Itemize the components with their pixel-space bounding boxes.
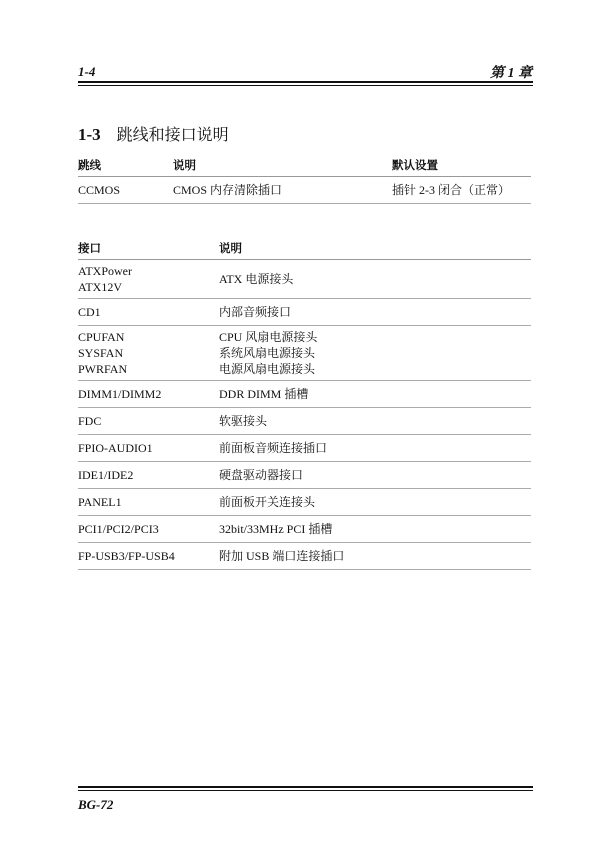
connector-name-cell — [78, 516, 219, 543]
connector-desc-cell — [219, 408, 531, 435]
connector-name: CD1 — [78, 305, 101, 319]
jumper-header-desc: 说明 — [173, 154, 392, 177]
section-title-text: 跳线和接口说明 — [116, 125, 229, 144]
connector-desc-cell — [219, 516, 531, 543]
connector-name-cell — [78, 489, 219, 516]
connector-name: SYSFAN — [78, 346, 124, 360]
connector-name: CPUFAN — [78, 330, 125, 344]
table-row — [78, 260, 531, 299]
table-row — [78, 489, 531, 516]
footer-rule-thin — [78, 790, 533, 791]
table-row — [78, 516, 531, 543]
page-header — [78, 62, 532, 80]
connector-desc: 附加 USB 端口连接插口 — [219, 549, 345, 563]
connector-desc: 系统风扇电源接头 — [219, 346, 316, 360]
connector-desc: 32bit/33MHz PCI 插槽 — [219, 522, 333, 536]
connector-name: PANEL1 — [78, 495, 122, 509]
connector-name: FP-USB3/FP-USB4 — [78, 549, 175, 563]
connector-desc-cell — [219, 435, 531, 462]
table-row — [78, 462, 531, 489]
header-rule — [78, 81, 533, 83]
connector-name-cell — [78, 299, 219, 326]
connector-desc: 前面板开关连接头 — [219, 495, 316, 509]
jumper-header-default: 默认设置 — [392, 154, 531, 177]
connector-name: PWRFAN — [78, 362, 128, 376]
connector-desc: CPU 风扇电源接头 — [219, 330, 318, 344]
header-page-ref: 1-4 — [78, 64, 96, 79]
connector-header-name: 接口 — [78, 237, 219, 260]
table-row — [78, 326, 531, 381]
connector-desc-cell — [219, 260, 531, 299]
connector-desc-cell — [219, 543, 531, 570]
connector-desc-cell — [219, 299, 531, 326]
connector-name-cell — [78, 326, 219, 381]
section-number: 1-3 — [78, 125, 101, 144]
connector-desc: 硬盘驱动器接口 — [219, 468, 304, 482]
connector-desc-cell — [219, 326, 531, 381]
connector-name-cell — [78, 408, 219, 435]
connector-desc: 前面板音频连接插口 — [219, 441, 328, 455]
connector-name-cell — [78, 435, 219, 462]
connector-name: FPIO-AUDIO1 — [78, 441, 153, 455]
header-chapter: 第 1 章 — [490, 66, 532, 81]
jumper-table — [78, 154, 531, 204]
connector-desc-cell — [219, 381, 531, 408]
table-row — [78, 381, 531, 408]
connector-name-cell — [78, 462, 219, 489]
connector-desc-cell — [219, 462, 531, 489]
jumper-desc: CMOS 内存清除插口 — [173, 177, 392, 204]
connector-name-cell — [78, 260, 219, 299]
connector-table — [78, 237, 531, 570]
table-row — [78, 299, 531, 326]
connector-name: ATXPower — [78, 264, 132, 278]
connector-name: ATX12V — [78, 280, 122, 294]
connector-desc: 内部音频接口 — [219, 305, 292, 319]
table-row — [78, 408, 531, 435]
connector-desc: ATX 电源接头 — [219, 272, 294, 286]
jumper-table-header — [78, 154, 531, 177]
connector-desc: DDR DIMM 插槽 — [219, 387, 309, 401]
connector-name-cell — [78, 381, 219, 408]
connector-desc: 软驱接头 — [219, 414, 268, 428]
connector-name-cell — [78, 543, 219, 570]
jumper-name: CCMOS — [78, 177, 173, 204]
header-rule-thin — [78, 85, 533, 86]
footer-page-number: BG-72 — [78, 797, 114, 812]
jumper-default: 插针 2-3 闭合（正常） — [392, 177, 531, 204]
connector-table-header — [78, 237, 531, 260]
table-row — [78, 435, 531, 462]
footer-rule — [78, 786, 533, 788]
section-title — [78, 122, 229, 145]
connector-table-body — [78, 260, 531, 570]
table-row — [78, 177, 531, 204]
connector-name: FDC — [78, 414, 102, 428]
connector-desc: 电源风扇电源接头 — [219, 362, 316, 376]
connector-desc-cell — [219, 489, 531, 516]
table-row — [78, 543, 531, 570]
connector-name: PCI1/PCI2/PCI3 — [78, 522, 159, 536]
connector-header-desc: 说明 — [219, 237, 531, 260]
jumper-header-jumper: 跳线 — [78, 154, 173, 177]
connector-name: DIMM1/DIMM2 — [78, 387, 162, 401]
connector-name: IDE1/IDE2 — [78, 468, 134, 482]
